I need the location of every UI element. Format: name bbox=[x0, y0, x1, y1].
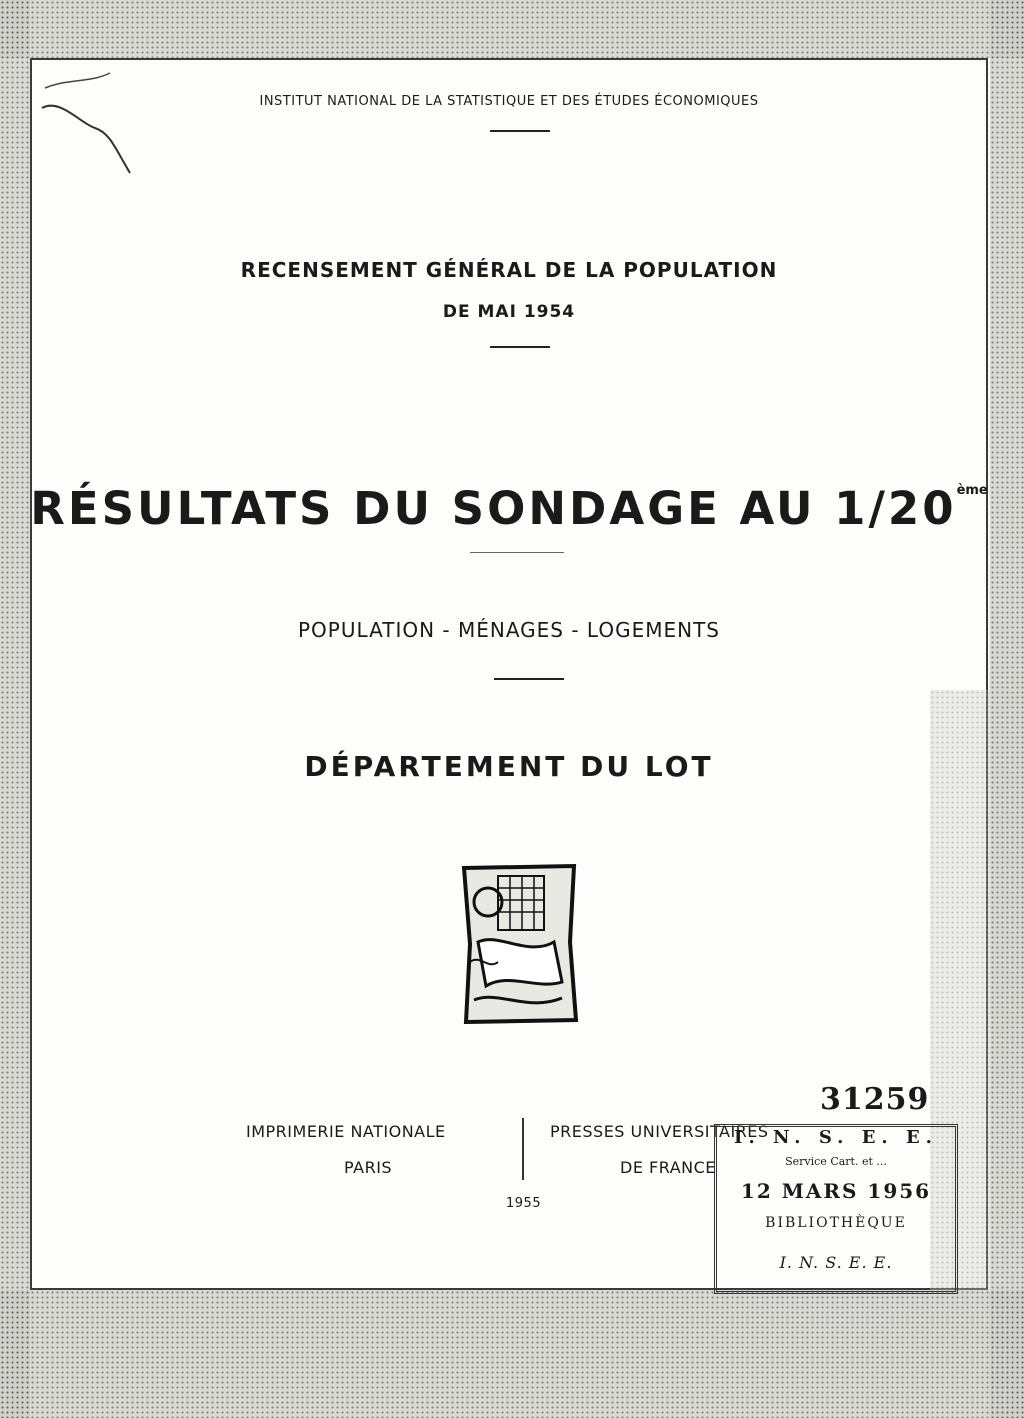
stamp-date: 12 MARS 1956 bbox=[740, 1179, 932, 1203]
publisher-left-line1: IMPRIMERIE NATIONALE bbox=[246, 1122, 446, 1141]
main-title bbox=[30, 482, 988, 535]
library-stamp bbox=[714, 1124, 958, 1294]
publisher-divider bbox=[522, 1118, 524, 1180]
publisher-right-line2: DE FRANCE bbox=[620, 1158, 716, 1177]
publisher-left-line2: PARIS bbox=[344, 1158, 393, 1177]
divider-1 bbox=[490, 130, 550, 132]
census-title: RECENSEMENT GÉNÉRAL DE LA POPULATION bbox=[240, 258, 778, 282]
stamp-number: 31259 bbox=[820, 1082, 930, 1117]
divider-3 bbox=[470, 552, 564, 553]
stamp-library: BIBLIOTHÈQUE bbox=[765, 1215, 907, 1231]
scan-edge-top bbox=[0, 0, 1024, 58]
emblem-icon bbox=[458, 862, 580, 1024]
stamp-org: I. N. S. E. E. bbox=[734, 1127, 938, 1148]
stamp-footer: I. N. S. E. E. bbox=[779, 1253, 893, 1272]
scan-edge-bottom bbox=[0, 1290, 1024, 1418]
census-date: DE MAI 1954 bbox=[442, 302, 576, 322]
publisher-right-line1: PRESSES UNIVERSITAIRES bbox=[550, 1122, 769, 1141]
publication-year: 1955 bbox=[506, 1196, 542, 1211]
department-title: DÉPARTEMENT DU LOT bbox=[304, 750, 714, 783]
divider-4 bbox=[494, 678, 564, 680]
subtitle: POPULATION - MÉNAGES - LOGEMENTS bbox=[298, 618, 720, 642]
main-title-text: RÉSULTATS DU SONDAGE AU 1/20 bbox=[30, 482, 957, 535]
stamp-service: Service Cart. et ... bbox=[785, 1155, 887, 1168]
main-title-sup: ème bbox=[956, 483, 988, 498]
divider-2 bbox=[490, 346, 550, 348]
pen-scribble bbox=[40, 68, 140, 178]
scan-edge-left bbox=[0, 0, 30, 1418]
institute-name: INSTITUT NATIONAL DE LA STATISTIQUE ET DES ÉTUDES ÉCONOMIQUES bbox=[259, 94, 759, 109]
scan-edge-right bbox=[990, 0, 1024, 1418]
